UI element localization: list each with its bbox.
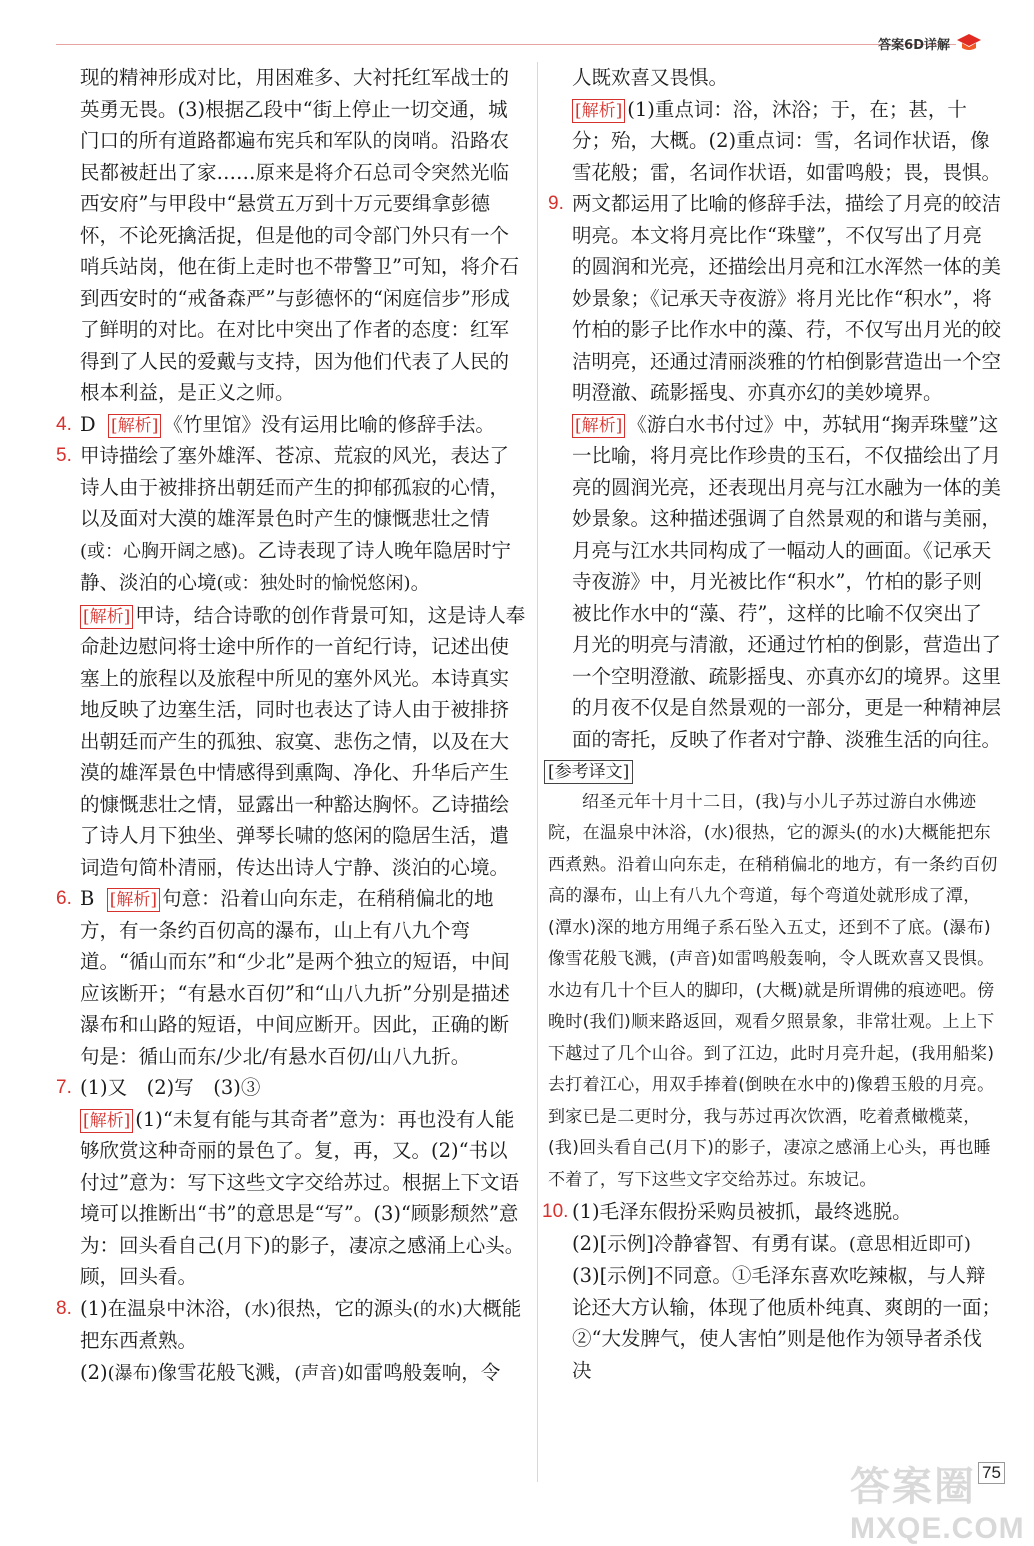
question-10-part-2: (2)[示例]冷静睿智、有勇有谋。(意思相近即可) <box>572 1231 971 1255</box>
analysis-text: (1)“未复有能与其奇者”意为：再也没有人能够欣赏这种奇丽的景色了。复，再，又。(2)“书以付过”意为：写下这些文字交给苏过。根据上下文语境可以推断出“书”的意思是“写”。(3)“顾影颓然”意为：回头看自己(月下)的影子，凄凉之感涌上心头。顾，回头看。 <box>80 1107 525 1288</box>
answer: 两文都运用了比喻的修辞手法，描绘了月亮的皎洁明亮。本文将月亮比作“珠璧”，不仅写出了月亮的圆润和光亮，还描绘出月亮和江水浑然一体的美妙景象；《记承天寺夜游》将月光比作“积水”，将竹柏的影子比作水中的藻、荇，不仅写出月光的皎洁明亮，还通过清丽淡雅的竹柏倒影营造出一个空明澄澈、疏影摇曳、亦真亦幻的美妙境界。 <box>572 192 1002 404</box>
answer: 。乙诗表现了诗人晚年隐居时宁静、淡泊的心境 <box>80 538 512 594</box>
question-number: 6. <box>56 888 72 909</box>
question-number: 5. <box>56 445 72 466</box>
analysis-tag: [解析] <box>572 414 625 438</box>
analysis-text: 句意：沿着山向东走，在稍稍偏北的地方，有一条约百仞高的瀑布，山上有八九个弯道。“循山而东”和“少北”是两个独立的短语，中间应该断开；“有悬水百仞”和“山八九折”分别是描述瀑布和山路的短语，中间应断开。因此，正确的断句是：循山而东/少北/有悬水百仞/山八九折。 <box>80 887 510 1068</box>
analysis-tag: [解析] <box>107 888 160 912</box>
q3-continuation: 现的精神形成对比，用困难多、大衬托红军战士的英勇无畏。(3)根据乙段中“街上停止一切交通，城门口的所有道路都遍布宪兵和军队的岗哨。沿路农民都被赶出了家……原来是将介石总司令突然光临西安府”与甲段中“悬赏五万到十万元要缉拿彭德怀，不论死擒活捉，但是他的司令部门外只有一个哨兵站岗，他在街上走时也不带警卫”可知，将介石到西安时的“戒备森严”与彭德怀的“闲庭信步”形成了鲜明的对比。在对比中突出了作者的态度：红军得到了人民的爱戴与支持，因为他们代表了人民的根本利益，是正义之师。 <box>80 66 519 404</box>
column-divider <box>537 62 538 1482</box>
header-title: 答案6D详解 <box>878 37 950 53</box>
question-8-continuation: 人既欢喜又畏惧。 <box>572 66 729 89</box>
question-8-analysis <box>548 94 1001 189</box>
analysis-tag: [解析] <box>80 605 133 629</box>
page-number: 75 <box>978 1462 1005 1484</box>
question-4 <box>56 409 526 441</box>
question-9-analysis <box>548 409 1001 756</box>
analysis-text: 甲诗，结合诗歌的创作背景可知，这是诗人奉命赴边慰问将士途中所作的一首纪行诗，记述出使塞上的旅程以及旅程中所见的塞外风光。本诗真实地反映了边塞生活，同时也表达了诗人由于被排挤出朝廷而产生的孤独、寂寞、悲伤之情，以及在大漠的雄浑景色中情感得到熏陶、净化、升华后产生的慷慨悲壮之情，显露出一种豁达胸怀。乙诗描绘了诗人月下独坐、弹琴长啸的悠闲的隐居生活，遣词造句简朴清丽，传达出诗人宁静、淡泊的心境。 <box>80 603 526 879</box>
answer-note: (或：心胸开阔之感) <box>80 540 239 562</box>
reference-translation-label: [参考译文] <box>544 760 633 784</box>
watermark: 答案圈 MXQE.COM <box>850 1465 1025 1545</box>
analysis-tag: [解析] <box>572 99 625 123</box>
answer-note: (或：独处时的愉悦悠闲) <box>216 573 411 594</box>
analysis-tag: [解析] <box>108 414 161 438</box>
question-number: 7. <box>56 1077 72 1098</box>
analysis-text: 《竹里馆》没有运用比喻的修辞手法。 <box>163 412 495 436</box>
reference-translation <box>548 755 1001 1196</box>
right-column <box>542 62 1002 1386</box>
answer: B <box>80 887 95 910</box>
left-column <box>56 62 526 1389</box>
question-8: 8. (1)在温泉中沐浴，(水)很热，它的源头(的水)大概能把东西煮熟。 <box>56 1293 526 1357</box>
graduation-cap-icon <box>956 33 982 53</box>
question-number: 10. <box>542 1201 569 1222</box>
analysis-text: 《游白水书付过》中，苏轼用“掬弄珠璧”这一比喻，将月亮比作珍贵的玉石，不仅描绘出了月亮的圆润光亮，还表现出月亮与江水融为一体的美妙景象。这种描述强调了自然景观的和谐与美丽，月亮与江水共同构成了一幅动人的画面。《记承天寺夜游》中，月光被比作“积水”，竹柏的影子则被比作水中的“藻、荇”，这样的比喻不仅突出了月光的明亮与清澈，还通过竹柏的倒影，营造出了一个空明澄澈、疏影摇曳、亦真亦幻的境界。这里的月夜不仅是自然景观的一部分，更是一种精神层面的寄托，反映了作者对宁静、淡雅生活的向往。 <box>572 412 1002 751</box>
analysis-text: (1)重点词：浴，沐浴；于，在；甚，十分；殆，大概。(2)重点词：雪，名词作状语，像雪花般；雷，名词作状语，如雷鸣般；畏，畏惧。 <box>572 97 1002 184</box>
header-rule <box>56 44 956 45</box>
question-10-part-3: (3)[示例]不同意。①毛泽东喜欢吃辣椒，与人辩论还大方认输，体现了他质朴纯真、爽朗的一面；②“大发脾气，使人害怕”则是他作为领导者杀伐决 <box>572 1264 1002 1382</box>
question-number: 8. <box>56 1297 72 1319</box>
question-number: 9. <box>548 193 564 214</box>
answer: 甲诗描绘了塞外雄浑、苍凉、荒寂的风光，表达了诗人由于被排挤出朝廷而产生的抑郁孤寂的心情，以及面对大漠的雄浑景色时产生的慷慨悲壮之情 <box>80 444 510 530</box>
page-header <box>878 28 982 58</box>
question-7-analysis <box>56 1104 526 1293</box>
question-7 <box>56 1072 526 1104</box>
question-8-part-2: (2)(瀑布)像雪花般飞溅，(声音)如雷鸣般轰响，令 <box>80 1360 501 1384</box>
question-6 <box>56 883 526 1072</box>
question-10: 10. (1)毛泽东假扮采购员被抓，最终逃脱。 <box>548 1196 1001 1228</box>
answer: D <box>80 412 96 436</box>
question-number: 4. <box>56 413 72 435</box>
answer: (1)又 (2)写 (3)③ <box>80 1076 261 1099</box>
question-5: 5. 甲诗描绘了塞外雄浑、苍凉、荒寂的风光，表达了诗人由于被排挤出朝廷而产生的抑郁孤寂的心情，以及面对大漠的雄浑景色时产生的慷慨悲壮之情(或：心胸开阔之感)。乙诗表现了诗人晚年隐居时宁静、淡泊的心境(或：独处时的愉悦悠闲)。 <box>56 440 526 600</box>
question-5-analysis <box>56 600 526 884</box>
analysis-tag: [解析] <box>80 1109 133 1133</box>
question-9 <box>548 188 1001 409</box>
translation-text: 绍圣元年十月十二日，(我)与小儿子苏过游白水佛迹院，在温泉中沐浴，(水)很热，它的源头(的水)大概能把东西煮熟。沿着山向东走，在稍稍偏北的地方，有一条约百仞高的瀑布，山上有八九个弯道，每个弯道处就形成了潭，(潭水)深的地方用绳子系石坠入五丈，还到不了底。(瀑布)像雪花般飞溅，(声音)如雷鸣般轰响，令人既欢喜又畏惧。水边有几十个巨人的脚印，(大概)就是所谓佛的痕迹吧。傍晚时(我们)顺来路返回，观看夕照景象，非常壮观。上上下下越过了几个山谷。到了江边，此时月亮升起，(我用船桨)去打着江心，用双手捧着(倒映在水中的)像碧玉般的月亮。到家已是二更时分，我与苏过再次饮酒，吃着煮橄榄菜，(我)回头看自己(月下)的影子，凄凉之感涌上心头，再也睡不着了，写下这些文字交给苏过。东坡记。 <box>548 791 998 1190</box>
